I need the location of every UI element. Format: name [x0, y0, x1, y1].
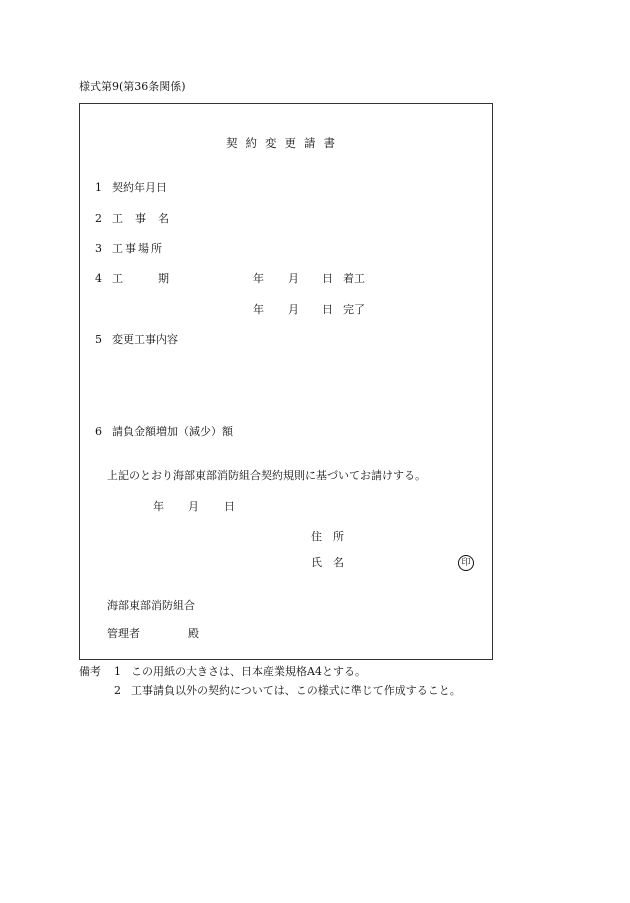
item-4-label-part2: 期 — [158, 272, 169, 285]
period-start-year: 年 — [253, 272, 264, 285]
date-year: 年 — [153, 500, 164, 513]
notes-label: 備考 — [79, 665, 101, 678]
item-2-label-part1: 工 — [112, 212, 123, 225]
note-2-number: 2 — [114, 684, 121, 697]
note-1-number: 1 — [114, 665, 121, 678]
addressee-manager: 管理者 — [107, 627, 140, 640]
date-day: 日 — [224, 500, 235, 513]
form-title: 契約変更請書 — [226, 136, 343, 150]
period-end-month: 月 — [288, 303, 299, 316]
period-start-day: 日 — [322, 272, 333, 285]
note-2-text: 工事請負以外の契約については、この様式に準じて作成すること。 — [131, 684, 461, 697]
item-3-label: 工事場所 — [112, 242, 164, 255]
item-5-label: 変更工事内容 — [112, 333, 178, 346]
period-end-label: 完了 — [343, 303, 365, 316]
item-6-label: 請負金額増加（減少）額 — [112, 425, 233, 438]
period-end-year: 年 — [253, 303, 264, 316]
name-label: 氏 名 — [311, 556, 344, 569]
item-4-number: 4 — [95, 272, 102, 285]
item-3-number: 3 — [95, 242, 102, 255]
period-end-day: 日 — [322, 303, 333, 316]
item-2-number: 2 — [95, 212, 102, 225]
statement: 上記のとおり海部東部消防組合契約規則に基づいてお請けする。 — [107, 469, 426, 482]
item-1-number: 1 — [95, 181, 102, 194]
period-start-label: 着工 — [343, 272, 365, 285]
item-5-number: 5 — [95, 333, 102, 346]
item-1-label: 契約年月日 — [112, 181, 167, 194]
note-1-text: この用紙の大きさは、日本産業規格A4とする。 — [131, 665, 366, 678]
address-label: 住 所 — [311, 530, 344, 543]
item-2-label-part2: 事 — [135, 212, 146, 225]
item-6-number: 6 — [95, 425, 102, 438]
addressee-org: 海部東部消防組合 — [107, 599, 195, 612]
item-4-label-part1: 工 — [112, 272, 123, 285]
form-number: 様式第9(第36条関係) — [79, 80, 186, 93]
seal-mark: 印 — [458, 555, 474, 571]
addressee-honorific: 殿 — [188, 627, 199, 640]
period-start-month: 月 — [288, 272, 299, 285]
item-2-label-part3: 名 — [158, 212, 169, 225]
date-month: 月 — [188, 500, 199, 513]
